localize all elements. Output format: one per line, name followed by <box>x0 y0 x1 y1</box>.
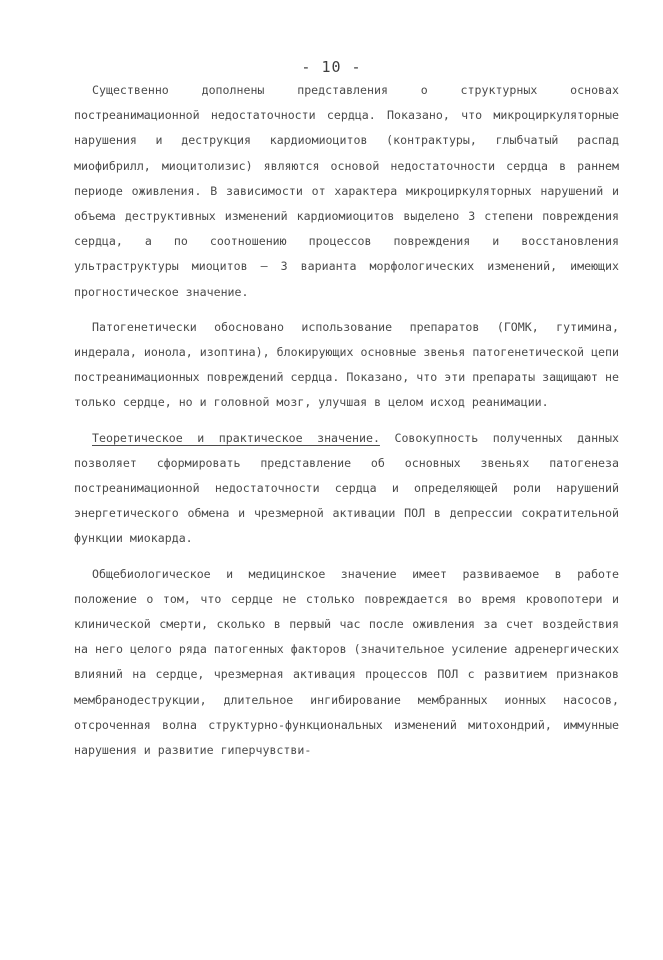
page-number: - 10 - <box>301 58 362 76</box>
paragraph-text: Общебиологическое и медицинское значение имеет развиваемое в работе положение о том, что сердце не столько повреждается во время кровопотери и клинической смерти, сколько в первый час после оживления за счет воздействия на него целого ряда патогенных факторов (значительное усиление адренергических влияний на сердце, чрезмерная активация процессов ПОЛ с развитием признаков мембранодеструкции, длительное ингибирование мембранных ионных насосов, отсроченная волна структурно-функциональных изменений митохондрий, иммунные нарушения и развитие гиперчувстви- <box>74 566 619 758</box>
paragraph-text: Существенно дополнены представления о структурных основах постреанимационной недостаточности сердца. Показано, что микроциркуляторные нарушения и деструкция кардиомиоцитов (контрактуры, глыбчатый распад миофибрилл, миоцитолизис) являются основой недостаточности сердца в раннем периоде оживления. В зависимости от характера микроциркуляторных нарушений и объема деструктивных изменений кардиомиоцитов выделено 3 степени повреждения сердца, а по соотношению процессов повреждения и восстановления ультраструктуры миоцитов – 3 варианта морфологических изменений, имеющих прогностическое значение. <box>74 83 619 299</box>
paragraph-structural-basis <box>74 78 619 305</box>
paragraph-significance <box>74 426 619 552</box>
paragraph-text: Патогенетически обосновано использование препаратов (ГОМК, гутимина, индерала, ионола, изоптина), блокирующих основные звенья патогенетической цепи постреанимационных повреждений сердца. Показано, что эти препараты защищают не только сердце, но и головной мозг, улучшая в целом исход реанимации. <box>74 319 619 410</box>
paragraph-text: Совокупность полученных данных позволяет сформировать представление об основных звеньях патогенеза постреанимационной недостаточности сердца и определяющей роли нарушений энергетического обмена и чрезмерной активации ПОЛ в депрессии сократительной функции миокарда. <box>74 430 619 546</box>
paragraph-biological-significance <box>74 562 619 764</box>
section-heading: Теоретическое и практическое значение. <box>92 430 380 445</box>
paragraph-pathogenetic-therapy <box>74 315 619 416</box>
body-text <box>74 78 619 773</box>
